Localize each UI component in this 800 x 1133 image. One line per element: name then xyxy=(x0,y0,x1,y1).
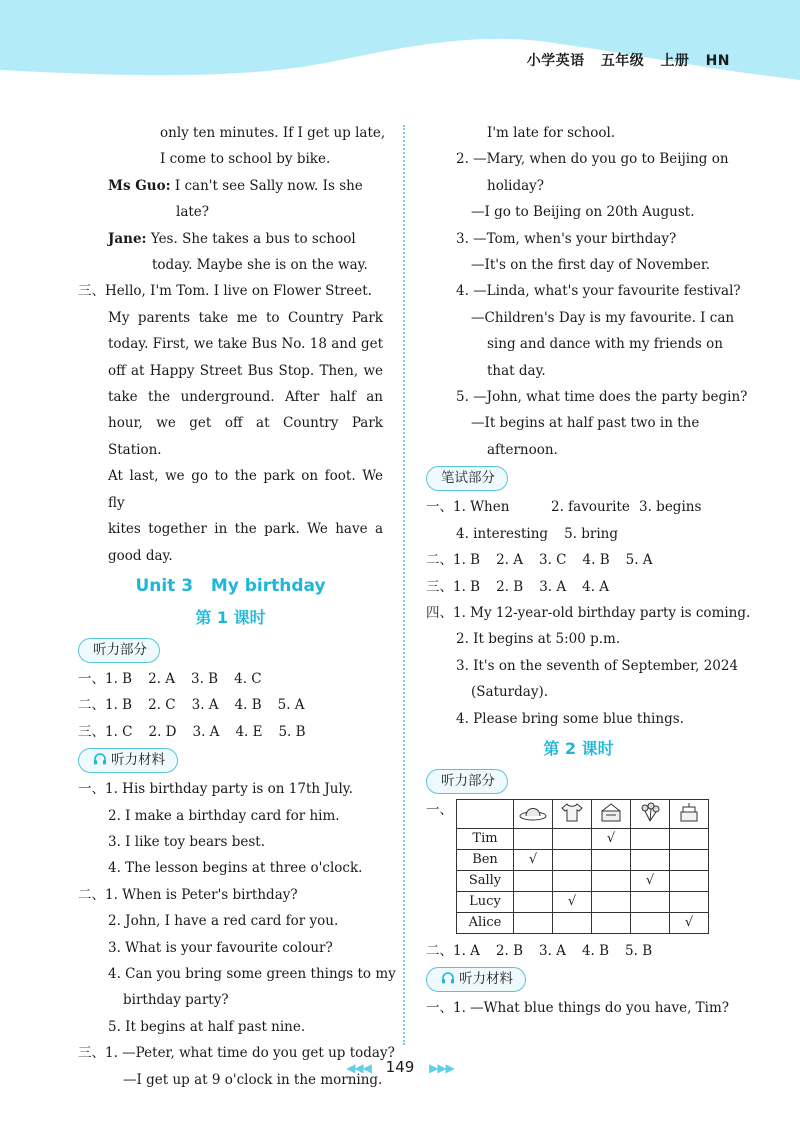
table-row: Sally √ xyxy=(457,870,709,891)
prev-arrows-icon: ◀◀◀ xyxy=(346,1061,371,1075)
dialogue-line: late? xyxy=(176,204,210,221)
material-line: 4. The lesson begins at three o'clock. xyxy=(108,860,363,877)
birthday-cake-picture xyxy=(670,799,709,828)
header-subject: 小学英语 xyxy=(526,53,585,69)
dialogue-line: —It begins at half past two in the xyxy=(471,415,700,432)
header-edition: HN xyxy=(705,53,730,69)
passage-line: hour, we get off at Country Park Station. xyxy=(108,415,383,458)
material-line: 2. John, I have a red card for you. xyxy=(108,913,339,930)
material-line: birthday party? xyxy=(123,992,229,1009)
answer-row: 二、1. B 2. C 3. A 4. B 5. A xyxy=(78,697,305,714)
section-label-written: 笔试部分 xyxy=(426,466,508,491)
tick-table-block xyxy=(426,799,731,934)
dialogue-line: 5. —John, what time does the party begin? xyxy=(456,389,748,406)
dialogue-line: —I go to Beijing on 20th August. xyxy=(471,204,695,221)
material-line: 2. I make a birthday card for him. xyxy=(108,807,340,824)
section-label-listening: 听力部分 xyxy=(426,769,508,794)
headphones-icon xyxy=(93,752,107,765)
page-number: 149 xyxy=(385,1058,415,1076)
dialogue-line: today. Maybe she is on the way. xyxy=(152,257,368,274)
material-line: 一、1. His birthday party is on 17th July. xyxy=(78,781,353,798)
dialogue-line: I come to school by bike. xyxy=(160,151,331,168)
answer-row: 4. interesting 5. bring xyxy=(456,525,618,542)
section-label-material: 听力材料 xyxy=(78,748,178,773)
passage-line: kites together in the park. We have a xyxy=(108,521,383,538)
answer-row: 一、1. B 2. A 3. B 4. C xyxy=(78,670,262,687)
lesson-title: 第 2 课时 xyxy=(543,738,614,758)
passage-line: At last, we go to the park on foot. We fly xyxy=(108,468,383,511)
dialogue-line: —It's on the first day of November. xyxy=(471,257,711,274)
table-corner xyxy=(457,799,514,828)
material-line: —I get up at 9 o'clock in the morning. xyxy=(123,1071,383,1088)
answer-row: 一、1. When 2. favourite 3. begins xyxy=(426,499,702,516)
t-shirt-picture xyxy=(553,799,592,828)
dialogue-line: Jane: Yes. She takes a bus to school xyxy=(108,230,356,247)
passage-line: today. First, we take Bus No. 18 and get xyxy=(108,336,383,353)
dialogue-line: —Children's Day is my favourite. I can xyxy=(471,309,735,326)
passage-line: off at Happy Street Bus Stop. Then, we xyxy=(108,362,383,379)
dialogue-line: Ms Guo: I can't see Sally now. Is she xyxy=(108,177,363,194)
tick-table xyxy=(456,799,709,934)
material-line: 3. What is your favourite colour? xyxy=(108,939,333,956)
table-row: Alice √ xyxy=(457,912,709,933)
answer-line: 2. It begins at 5:00 p.m. xyxy=(456,631,621,648)
material-line: 5. It begins at half past nine. xyxy=(108,1018,306,1035)
headphones-icon xyxy=(441,971,455,984)
answer-row: 三、1. B 2. B 3. A 4. A xyxy=(426,578,610,595)
material-line: 3. I like toy bears best. xyxy=(108,833,265,850)
dialogue-line: 4. —Linda, what's your favourite festival? xyxy=(456,283,741,300)
material-line: 三、1. —Peter, what time do you get up today? xyxy=(78,1045,395,1062)
dialogue-line: I'm late for school. xyxy=(487,125,616,141)
hat-picture xyxy=(514,799,553,828)
material-line: 4. Can you bring some green things to my xyxy=(108,965,396,982)
dialogue-line: that day. xyxy=(487,362,546,379)
passage-line: take the underground. After half an xyxy=(108,389,383,406)
passage-line: good day. xyxy=(108,547,173,564)
unit-title: Unit 3 My birthday xyxy=(135,575,326,596)
header-grade: 五年级 xyxy=(600,53,645,69)
header-term: 上册 xyxy=(660,53,690,69)
page-header xyxy=(527,50,730,70)
page-footer xyxy=(0,1058,800,1076)
answer-row: 三、1. C 2. D 3. A 4. E 5. B xyxy=(78,723,306,740)
passage xyxy=(78,278,383,568)
passage-line: My parents take me to Country Park xyxy=(108,309,383,326)
table-row: Ben √ xyxy=(457,849,709,870)
passage-line: 三、Hello, I'm Tom. I live on Flower Street. xyxy=(78,283,372,300)
section-label-material: 听力材料 xyxy=(426,967,526,992)
speaker-jane: Jane: xyxy=(108,230,147,247)
table-row: Lucy √ xyxy=(457,891,709,912)
answer-line: 四、1. My 12-year-old birthday party is coming. xyxy=(426,604,751,621)
cake-picture xyxy=(592,799,631,828)
table-row: Tim √ xyxy=(457,828,709,849)
material-line: 一、1. —What blue things do you have, Tim? xyxy=(426,1000,730,1017)
answer-line: 3. It's on the seventh of September, 2024 xyxy=(456,657,739,674)
material-line: 二、1. When is Peter's birthday? xyxy=(78,886,298,903)
section-marker: 一、 xyxy=(426,801,453,818)
next-arrows-icon: ▶▶▶ xyxy=(429,1061,454,1075)
section-label-listening: 听力部分 xyxy=(78,638,160,663)
dialogue-line: 2. —Mary, when do you go to Beijing on xyxy=(456,151,729,168)
column-divider xyxy=(403,125,405,1045)
speaker-ms-guo: Ms Guo: xyxy=(108,177,171,194)
answer-row: 二、1. A 2. B 3. A 4. B 5. B xyxy=(426,942,653,959)
flowers-picture xyxy=(631,799,670,828)
answer-line: 4. Please bring some blue things. xyxy=(456,710,684,727)
header-wave xyxy=(0,0,800,90)
left-column xyxy=(78,120,396,1093)
dialogue-line: holiday? xyxy=(487,177,545,194)
lesson-title: 第 1 课时 xyxy=(195,607,266,627)
dialogue-line: 3. —Tom, when's your birthday? xyxy=(456,230,677,247)
answer-line: (Saturday). xyxy=(471,684,549,701)
dialogue-line: sing and dance with my friends on xyxy=(487,336,723,353)
dialogue-line: afternoon. xyxy=(487,441,558,458)
dialogue-line: only ten minutes. If I get up late, xyxy=(160,125,386,141)
right-column xyxy=(426,120,751,1022)
answer-row: 二、1. B 2. A 3. C 4. B 5. A xyxy=(426,552,653,569)
